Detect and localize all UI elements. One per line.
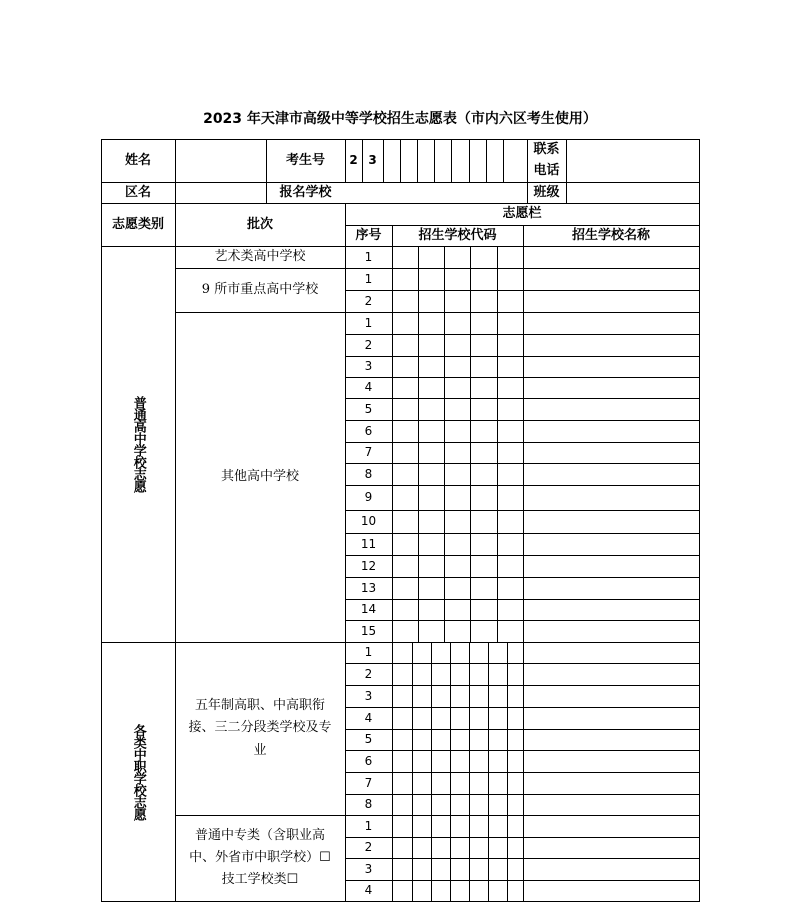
seq-number: 12 <box>360 558 377 573</box>
school-code-digit-input[interactable] <box>508 643 523 663</box>
school-code-digit-input[interactable] <box>508 664 523 685</box>
school-code-digit-input[interactable] <box>489 643 507 663</box>
school-code-digit-input[interactable] <box>413 859 431 880</box>
seq-number: 15 <box>360 623 377 638</box>
school-code-digit-input[interactable] <box>419 291 444 312</box>
school-code-digit-input[interactable] <box>445 556 470 577</box>
school-code-digit-input[interactable] <box>498 443 523 463</box>
exam-no-digit-input[interactable] <box>435 140 451 182</box>
category-column-header: 志愿类别 <box>111 216 164 232</box>
school-code-digit-input[interactable] <box>445 486 470 510</box>
school-code-digit-input[interactable] <box>419 269 444 290</box>
school-code-digit-input[interactable] <box>432 838 450 858</box>
seq-number: 9 <box>364 490 373 505</box>
school-code-digit-input[interactable] <box>498 335 523 356</box>
seq-number: 4 <box>364 710 373 725</box>
seq-number: 1 <box>364 315 373 330</box>
school-code-digit-input[interactable] <box>419 578 444 599</box>
school-name-input[interactable] <box>524 600 699 620</box>
school-code-digit-input[interactable] <box>393 378 418 398</box>
school-code-digit-input[interactable] <box>445 247 470 268</box>
school-code-digit-input[interactable] <box>471 486 497 510</box>
school-code-digit-input[interactable] <box>432 730 450 750</box>
school-code-digit-input[interactable] <box>419 399 444 420</box>
school-code-digit-input[interactable] <box>393 578 418 599</box>
seq-column-header: 序号 <box>355 227 382 243</box>
school-input[interactable] <box>346 183 527 203</box>
seq-number: 1 <box>364 645 373 660</box>
school-code-digit-input[interactable] <box>393 399 418 420</box>
school-code-digit-input[interactable] <box>419 486 444 510</box>
school-code-digit-input[interactable] <box>432 664 450 685</box>
school-code-digit-input[interactable] <box>445 578 470 599</box>
seq-number: 3 <box>364 861 373 876</box>
school-code-digit-input[interactable] <box>445 511 470 533</box>
school-code-digit-input[interactable] <box>471 247 497 268</box>
school-code-digit-input[interactable] <box>413 730 431 750</box>
phone-input[interactable] <box>567 140 699 182</box>
name-label: 姓名 <box>124 152 151 168</box>
school-code-digit-input[interactable] <box>393 686 412 707</box>
school-code-digit-input[interactable] <box>451 751 469 772</box>
seq-number: 4 <box>364 380 373 395</box>
school-code-digit-input[interactable] <box>393 816 412 837</box>
school-code-digit-input[interactable] <box>471 269 497 290</box>
school-code-digit-input[interactable] <box>470 838 488 858</box>
school-code-digit-input[interactable] <box>413 664 431 685</box>
school-code-digit-input[interactable] <box>470 751 488 772</box>
seq-number: 2 <box>364 293 373 308</box>
school-code-digit-input[interactable] <box>393 443 418 463</box>
row-line <box>345 901 700 902</box>
seq-number: 2 <box>364 666 373 681</box>
batch-column-header: 批次 <box>246 216 273 232</box>
school-code-digit-input[interactable] <box>419 511 444 533</box>
school-name-input[interactable] <box>524 534 699 555</box>
school-code-digit-input[interactable] <box>432 773 450 794</box>
school-code-digit-input[interactable] <box>498 269 523 290</box>
seq-number: 1 <box>364 818 373 833</box>
school-name-input[interactable] <box>524 795 699 815</box>
school-code-digit-input[interactable] <box>393 664 412 685</box>
school-code-digit-input[interactable] <box>451 708 469 729</box>
school-code-digit-input[interactable] <box>498 621 523 642</box>
school-code-digit-input[interactable] <box>471 621 497 642</box>
school-code-digit-input[interactable] <box>451 730 469 750</box>
seq-number: 1 <box>364 271 373 286</box>
school-code-digit-input[interactable] <box>489 795 507 815</box>
seq-number: 4 <box>364 883 373 898</box>
form-title: 2023 年天津市高级中等学校招生志愿表（市内六区考生使用） <box>203 111 597 127</box>
school-code-digit-input[interactable] <box>419 534 444 555</box>
school-code-digit-input[interactable] <box>498 578 523 599</box>
school-code-digit-input[interactable] <box>393 859 412 880</box>
wish-bar-header: 志愿栏 <box>502 206 542 222</box>
school-label: 报名学校 <box>279 184 332 200</box>
school-name-input[interactable] <box>524 486 699 510</box>
school-code-digit-input[interactable] <box>445 534 470 555</box>
school-name-input[interactable] <box>524 399 699 420</box>
school-code-digit-input[interactable] <box>393 751 412 772</box>
school-code-digit-input[interactable] <box>393 838 412 858</box>
school-name-input[interactable] <box>524 751 699 772</box>
school-code-digit-input[interactable] <box>419 357 444 377</box>
school-code-digit-input[interactable] <box>471 464 497 485</box>
seq-number: 6 <box>364 753 373 768</box>
school-name-input[interactable] <box>524 313 699 334</box>
school-code-digit-input[interactable] <box>393 600 418 620</box>
school-code-digit-input[interactable] <box>471 335 497 356</box>
school-code-digit-input[interactable] <box>498 313 523 334</box>
school-name-column-header: 招生学校名称 <box>571 227 650 243</box>
school-code-digit-input[interactable] <box>498 556 523 577</box>
school-code-digit-input[interactable] <box>471 378 497 398</box>
school-code-digit-input[interactable] <box>489 730 507 750</box>
exam-no-digit-1: 2 <box>349 153 358 168</box>
school-name-input[interactable] <box>524 838 699 858</box>
school-code-digit-input[interactable] <box>498 486 523 510</box>
school-name-input[interactable] <box>524 421 699 442</box>
school-code-digit-input[interactable] <box>471 443 497 463</box>
school-code-digit-input[interactable] <box>445 269 470 290</box>
seq-number: 14 <box>360 602 377 617</box>
school-code-digit-input[interactable] <box>432 859 450 880</box>
school-code-digit-input[interactable] <box>471 534 497 555</box>
school-code-digit-input[interactable] <box>393 773 412 794</box>
school-code-digit-input[interactable] <box>508 816 523 837</box>
school-name-input[interactable] <box>524 357 699 377</box>
school-code-digit-input[interactable] <box>470 773 488 794</box>
school-code-digit-input[interactable] <box>471 511 497 533</box>
batch-label: 9 所市重点高中学校 <box>201 282 319 298</box>
class-label: 班级 <box>533 184 560 200</box>
school-code-digit-input[interactable] <box>413 686 431 707</box>
school-code-digit-input[interactable] <box>419 378 444 398</box>
school-code-digit-input[interactable] <box>432 751 450 772</box>
seq-number: 3 <box>364 359 373 374</box>
school-code-digit-input[interactable] <box>471 578 497 599</box>
school-code-digit-input[interactable] <box>419 600 444 620</box>
school-code-digit-input[interactable] <box>498 357 523 377</box>
school-code-digit-input[interactable] <box>432 643 450 663</box>
school-code-digit-input[interactable] <box>393 421 418 442</box>
school-code-digit-input[interactable] <box>508 686 523 707</box>
seq-number: 3 <box>364 688 373 703</box>
school-code-digit-input[interactable] <box>445 443 470 463</box>
school-code-digit-input[interactable] <box>508 795 523 815</box>
exam-no-digit-input[interactable] <box>452 140 469 182</box>
school-code-digit-input[interactable] <box>471 357 497 377</box>
school-name-input[interactable] <box>524 511 699 533</box>
seq-number: 5 <box>364 732 373 747</box>
school-name-input[interactable] <box>524 773 699 794</box>
school-code-digit-input[interactable] <box>419 556 444 577</box>
school-code-digit-input[interactable] <box>508 730 523 750</box>
school-code-digit-input[interactable] <box>393 556 418 577</box>
school-code-digit-input[interactable] <box>413 773 431 794</box>
school-code-digit-input[interactable] <box>393 730 412 750</box>
seq-number: 7 <box>364 445 373 460</box>
school-code-digit-input[interactable] <box>413 643 431 663</box>
school-code-digit-input[interactable] <box>508 881 523 901</box>
school-code-digit-input[interactable] <box>393 335 418 356</box>
school-code-digit-input[interactable] <box>498 511 523 533</box>
exam-no-digit-2: 3 <box>368 153 377 168</box>
school-code-digit-input[interactable] <box>413 838 431 858</box>
school-code-digit-input[interactable] <box>470 859 488 880</box>
seq-number: 7 <box>364 775 373 790</box>
school-code-digit-input[interactable] <box>432 795 450 815</box>
school-name-input[interactable] <box>524 686 699 707</box>
school-name-input[interactable] <box>524 859 699 880</box>
school-name-input[interactable] <box>524 378 699 398</box>
school-code-digit-input[interactable] <box>471 421 497 442</box>
school-code-digit-input[interactable] <box>445 399 470 420</box>
school-code-digit-input[interactable] <box>498 378 523 398</box>
code-column-header: 招生学校代码 <box>418 227 497 243</box>
school-name-input[interactable] <box>524 621 699 642</box>
batch-label: 其他高中学校 <box>220 469 299 485</box>
school-code-digit-input[interactable] <box>498 464 523 485</box>
school-name-input[interactable] <box>524 708 699 729</box>
school-name-input[interactable] <box>524 556 699 577</box>
school-code-digit-input[interactable] <box>471 291 497 312</box>
school-code-digit-input[interactable] <box>432 881 450 901</box>
school-name-input[interactable] <box>524 730 699 750</box>
school-name-input[interactable] <box>524 443 699 463</box>
school-code-digit-input[interactable] <box>445 291 470 312</box>
school-code-digit-input[interactable] <box>419 335 444 356</box>
school-code-digit-input[interactable] <box>489 881 507 901</box>
school-code-digit-input[interactable] <box>445 335 470 356</box>
category-label-2: 各类中职学校志愿 <box>130 723 146 820</box>
seq-number: 13 <box>360 580 377 595</box>
school-name-input[interactable] <box>524 643 699 663</box>
school-name-input[interactable] <box>524 335 699 356</box>
school-code-digit-input[interactable] <box>489 686 507 707</box>
school-code-digit-input[interactable] <box>451 773 469 794</box>
school-code-digit-input[interactable] <box>489 773 507 794</box>
school-code-digit-input[interactable] <box>393 534 418 555</box>
batch-label: 艺术类高中学校 <box>214 249 306 265</box>
school-code-digit-input[interactable] <box>470 730 488 750</box>
school-name-input[interactable] <box>524 247 699 268</box>
school-name-input[interactable] <box>524 664 699 685</box>
school-code-digit-input[interactable] <box>445 378 470 398</box>
category-label-1: 普通高中学校志愿 <box>130 396 146 492</box>
school-code-digit-input[interactable] <box>393 621 418 642</box>
school-name-input[interactable] <box>524 578 699 599</box>
grid-line <box>175 246 176 902</box>
school-code-digit-input[interactable] <box>393 708 412 729</box>
exam-no-digit-input[interactable] <box>384 140 400 182</box>
school-code-digit-input[interactable] <box>445 464 470 485</box>
school-code-digit-input[interactable] <box>498 291 523 312</box>
school-code-digit-input[interactable] <box>471 399 497 420</box>
school-code-digit-input[interactable] <box>508 773 523 794</box>
school-code-digit-input[interactable] <box>393 313 418 334</box>
batch-label: 五年制高职、中高职衔接、三二分段类学校及专业 <box>188 698 332 758</box>
school-code-digit-input[interactable] <box>419 443 444 463</box>
school-code-digit-input[interactable] <box>451 686 469 707</box>
school-name-input[interactable] <box>524 291 699 312</box>
school-code-digit-input[interactable] <box>498 421 523 442</box>
table-right-border <box>699 139 700 247</box>
class-input[interactable] <box>567 183 699 203</box>
school-name-input[interactable] <box>524 881 699 901</box>
school-code-digit-input[interactable] <box>508 708 523 729</box>
school-code-digit-input[interactable] <box>470 686 488 707</box>
school-code-digit-input[interactable] <box>393 643 412 663</box>
seq-number: 11 <box>360 536 377 551</box>
school-code-digit-input[interactable] <box>432 816 450 837</box>
school-code-digit-input[interactable] <box>470 664 488 685</box>
school-code-digit-input[interactable] <box>445 600 470 620</box>
school-code-digit-input[interactable] <box>451 859 469 880</box>
school-code-digit-input[interactable] <box>393 291 418 312</box>
school-code-digit-input[interactable] <box>470 816 488 837</box>
school-code-digit-input[interactable] <box>419 464 444 485</box>
school-name-input[interactable] <box>524 816 699 837</box>
school-code-digit-input[interactable] <box>393 464 418 485</box>
batch-separator <box>175 901 346 902</box>
seq-number: 6 <box>364 423 373 438</box>
seq-number: 8 <box>364 466 373 481</box>
exam-no-digit-input[interactable] <box>418 140 434 182</box>
seq-number: 2 <box>364 337 373 352</box>
exam-no-digit-input[interactable] <box>487 140 503 182</box>
school-code-digit-input[interactable] <box>470 643 488 663</box>
school-code-digit-input[interactable] <box>489 751 507 772</box>
school-code-digit-input[interactable] <box>498 534 523 555</box>
school-code-digit-input[interactable] <box>451 816 469 837</box>
seq-number: 5 <box>364 401 373 416</box>
school-code-digit-input[interactable] <box>419 313 444 334</box>
school-code-digit-input[interactable] <box>498 247 523 268</box>
exam-no-digit-input[interactable] <box>470 140 486 182</box>
school-code-digit-input[interactable] <box>489 664 507 685</box>
school-code-digit-input[interactable] <box>413 816 431 837</box>
school-code-digit-input[interactable] <box>489 816 507 837</box>
school-code-digit-input[interactable] <box>419 247 444 268</box>
exam-no-digit-input[interactable] <box>401 140 417 182</box>
school-code-digit-input[interactable] <box>498 399 523 420</box>
school-code-digit-input[interactable] <box>489 708 507 729</box>
school-code-digit-input[interactable] <box>445 313 470 334</box>
school-code-digit-input[interactable] <box>451 881 469 901</box>
school-code-digit-input[interactable] <box>508 859 523 880</box>
school-code-digit-input[interactable] <box>451 643 469 663</box>
school-code-digit-input[interactable] <box>393 795 412 815</box>
seq-number: 10 <box>360 514 377 529</box>
school-code-digit-input[interactable] <box>470 708 488 729</box>
school-code-digit-input[interactable] <box>445 421 470 442</box>
school-code-digit-input[interactable] <box>471 600 497 620</box>
batch-label: 普通中专类（含职业高中、外省市中职学校）☐技工学校类☐ <box>189 827 331 888</box>
school-code-digit-input[interactable] <box>419 421 444 442</box>
table-right-border <box>699 246 700 902</box>
school-code-digit-input[interactable] <box>413 795 431 815</box>
school-code-digit-input[interactable] <box>413 881 431 901</box>
school-code-digit-input[interactable] <box>419 621 444 642</box>
section-separator <box>101 901 176 902</box>
school-code-digit-input[interactable] <box>471 313 497 334</box>
school-code-digit-input[interactable] <box>489 859 507 880</box>
exam-no-digit-input[interactable] <box>504 140 527 182</box>
seq-number: 1 <box>364 249 373 264</box>
school-code-digit-input[interactable] <box>432 686 450 707</box>
exam-no-label: 考生号 <box>285 152 325 168</box>
school-code-digit-input[interactable] <box>413 751 431 772</box>
school-code-digit-input[interactable] <box>471 556 497 577</box>
school-code-digit-input[interactable] <box>393 357 418 377</box>
school-code-digit-input[interactable] <box>445 621 470 642</box>
school-code-digit-input[interactable] <box>413 708 431 729</box>
school-code-digit-input[interactable] <box>498 600 523 620</box>
school-code-digit-input[interactable] <box>508 838 523 858</box>
school-code-digit-input[interactable] <box>489 838 507 858</box>
school-code-digit-input[interactable] <box>393 881 412 901</box>
district-input[interactable] <box>176 183 266 203</box>
district-label: 区名 <box>124 184 151 200</box>
school-code-digit-input[interactable] <box>451 795 469 815</box>
school-code-digit-input[interactable] <box>393 269 418 290</box>
school-code-digit-input[interactable] <box>508 751 523 772</box>
school-code-digit-input[interactable] <box>470 881 488 901</box>
school-code-digit-input[interactable] <box>393 247 418 268</box>
school-name-input[interactable] <box>524 269 699 290</box>
seq-number: 8 <box>364 797 373 812</box>
school-code-digit-input[interactable] <box>470 795 488 815</box>
school-code-digit-input[interactable] <box>451 664 469 685</box>
school-name-input[interactable] <box>524 464 699 485</box>
school-code-digit-input[interactable] <box>432 708 450 729</box>
school-code-digit-input[interactable] <box>393 511 418 533</box>
seq-number: 2 <box>364 840 373 855</box>
school-code-digit-input[interactable] <box>445 357 470 377</box>
name-input[interactable] <box>176 140 266 182</box>
phone-label: 联系 电话 <box>533 142 560 178</box>
school-code-digit-input[interactable] <box>393 486 418 510</box>
school-code-digit-input[interactable] <box>451 838 469 858</box>
